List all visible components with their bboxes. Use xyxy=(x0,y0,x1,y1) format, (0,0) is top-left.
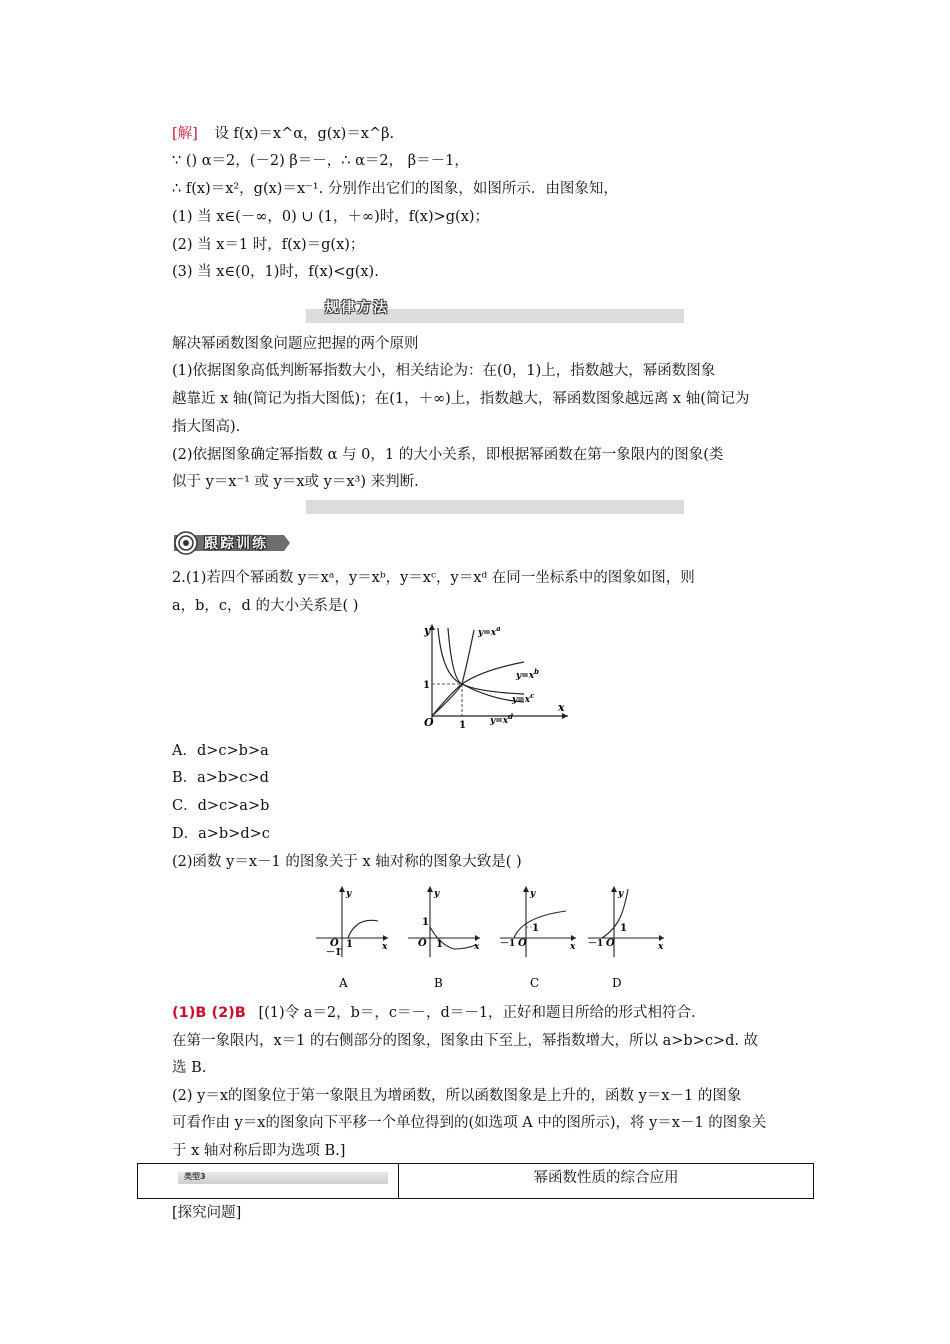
answer-line-1 xyxy=(172,1003,696,1023)
label-yb: y=x xyxy=(516,671,535,681)
answer-line-5: 可看作由 y＝x的图象向下平移一个单位得到的(如选项 A 中的图所示)，将 y＝x－1 的图象关 xyxy=(172,1115,767,1131)
label-yd: y=x xyxy=(490,716,509,726)
explore-heading: [探究问题] xyxy=(172,1205,242,1221)
graph-d xyxy=(588,886,664,990)
answer-line-3: 选 B. xyxy=(172,1060,207,1076)
type-tag-label: 类型3 xyxy=(184,1172,206,1181)
svg-text:1: 1 xyxy=(436,939,443,950)
graph-x-one-label: 1 xyxy=(459,720,466,730)
graph-a xyxy=(316,886,388,990)
option-a: A．d>c>b>a xyxy=(172,743,269,759)
graph-b-letter: B xyxy=(434,976,443,990)
svg-text:y: y xyxy=(618,889,624,899)
option-d: D．a>b>d>c xyxy=(172,826,270,842)
graph-a-letter: A xyxy=(339,976,348,990)
method-p1-line3: 指大图高). xyxy=(172,419,241,435)
svg-text:O: O xyxy=(418,938,427,949)
svg-text:y: y xyxy=(346,889,352,899)
svg-text:x: x xyxy=(474,942,480,952)
method-p2-line2: 似于 y＝x⁻¹ 或 y＝x或 y＝x³) 来判断. xyxy=(172,474,419,490)
graph-x-label: x xyxy=(558,701,565,714)
solution-case-2: (2) 当 x＝1 时，f(x)＝g(x)； xyxy=(172,237,365,253)
solution-line-3: ∴ f(x)＝x²，g(x)＝x⁻¹. 分别作出它们的图象，如图所示．由图象知， xyxy=(172,181,618,197)
svg-text:O: O xyxy=(606,938,615,949)
svg-text:x: x xyxy=(382,942,388,952)
svg-text:x: x xyxy=(570,942,576,952)
graph-d-letter: D xyxy=(612,976,622,990)
option-c: C．d>c>a>b xyxy=(172,798,270,814)
track-training-label: 跟踪训练 xyxy=(204,536,268,552)
answer-line-6: 于 x 轴对称后即为选项 B.] xyxy=(172,1143,346,1159)
svg-text:y: y xyxy=(530,889,536,899)
type-table xyxy=(137,1163,814,1199)
option-b: B．a>b>c>d xyxy=(172,770,269,786)
svg-text:x: x xyxy=(658,942,664,952)
type-tag xyxy=(178,1172,388,1184)
method-p2-line1: (2)依据图象确定幂指数 α 与 0，1 的大小关系，即根据幂函数在第一象限内的图象(类 xyxy=(172,447,724,463)
answer-tag: (1)B (2)B xyxy=(172,1005,246,1021)
svg-text:y=xa xyxy=(477,624,501,638)
label-ya: y=x xyxy=(478,628,497,638)
solution-case-3: (3) 当 x∈(0，1)时，f(x)<g(x). xyxy=(172,264,379,280)
svg-text:－1: －1 xyxy=(326,948,342,958)
svg-text:1: 1 xyxy=(620,923,627,934)
svg-text:y=xd xyxy=(489,712,513,726)
solution-case-1: (1) 当 x∈(－∞，0) ∪ (1，＋∞)时，f(x)>g(x)； xyxy=(172,209,490,225)
label-yb-exp: b xyxy=(534,667,540,676)
problem-q1-line1: 2.(1)若四个幂函数 y＝xᵃ，y＝xᵇ，y＝xᶜ，y＝xᵈ 在同一坐标系中的图象如图，则 xyxy=(172,570,695,586)
graph-y-one-label: 1 xyxy=(423,680,430,691)
graph-c xyxy=(500,886,576,990)
svg-text:O: O xyxy=(330,938,339,949)
solution-tag: [解] xyxy=(172,126,198,142)
type-table-tag-cell xyxy=(138,1164,399,1198)
answer-line-2: 在第一象限内，x＝1 的右侧部分的图象，图象由下至上，幂指数增大，所以 a>b>c>d. 故 xyxy=(172,1033,759,1049)
method-intro: 解决幂函数图象问题应把握的两个原则 xyxy=(172,336,419,352)
svg-text:－1: －1 xyxy=(588,939,604,949)
svg-text:1: 1 xyxy=(532,923,539,934)
method-p1-line2: 越靠近 x 轴(简记为指大图低)；在(1，＋∞)上，指数越大，幂函数图象越远离 x 轴(简记为 xyxy=(172,391,750,407)
solution-text-1: 设 f(x)＝x^α，g(x)＝x^β. xyxy=(214,126,395,142)
problem-q1-line2: a，b，c，d 的大小关系是( ) xyxy=(172,598,359,614)
graph-y-label: y xyxy=(424,624,431,637)
svg-text:1: 1 xyxy=(422,917,429,928)
graph-b xyxy=(408,886,480,990)
svg-text:－1: －1 xyxy=(500,939,516,949)
answer-text-1: [(1)令 a＝2，b＝，c＝－，d＝－1，正好和题目所给的形式相符合. xyxy=(258,1005,696,1021)
graph-origin-label: O xyxy=(424,716,434,729)
power-functions-graph xyxy=(412,620,572,730)
problem-q2: (2)函数 y＝x－1 的图象关于 x 轴对称的图象大致是( ) xyxy=(172,854,522,870)
label-ya-exp: a xyxy=(496,624,501,633)
svg-text:1: 1 xyxy=(346,939,353,950)
label-yc: y=x xyxy=(512,695,531,705)
svg-text:O: O xyxy=(518,938,527,949)
solution-line-2: ∵ () α＝2，(－2) β＝－，∴ α＝2， β＝－1， xyxy=(172,153,469,169)
choice-graphs xyxy=(312,883,672,993)
answer-line-4: (2) y＝x的图象位于第一象限且为增函数，所以函数图象是上升的，函数 y＝x－1 的图象 xyxy=(172,1088,742,1104)
svg-text:y=xb xyxy=(515,667,539,681)
type-table-title: 幂函数性质的综合应用 xyxy=(533,1170,679,1186)
svg-text:y: y xyxy=(434,889,440,899)
method-p1-line1: (1)依据图象高低判断幂指数大小，相关结论为：在(0，1)上，指数越大，幂函数图象 xyxy=(172,363,716,379)
solution-line-1 xyxy=(172,124,394,144)
label-yc-exp: c xyxy=(530,691,535,700)
graph-c-letter: C xyxy=(530,976,540,990)
label-yd-exp: d xyxy=(508,712,514,721)
method-title: 规律方法 xyxy=(325,300,389,316)
method-footer-bar xyxy=(306,500,684,514)
